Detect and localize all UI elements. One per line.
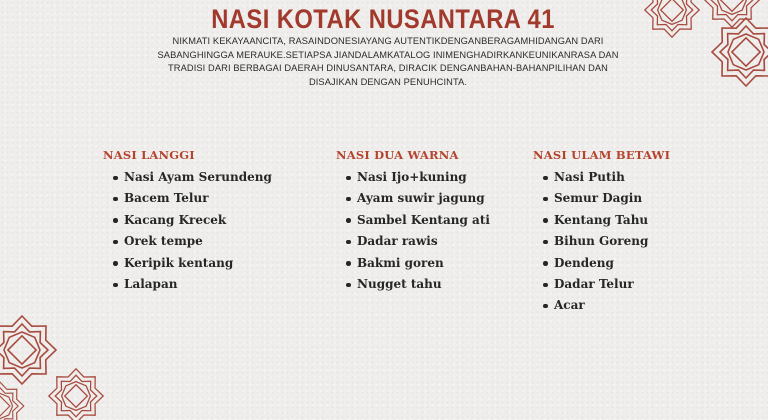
menu-item: Sambel Kentang ati xyxy=(346,210,490,231)
menu-item: Bihun Goreng xyxy=(543,231,670,252)
catalog-title: NASI KOTAK NUSANTARA 41 xyxy=(211,4,555,34)
menu-item: Nasi Putih xyxy=(543,167,670,188)
menu-item: Lalapan xyxy=(113,274,272,295)
menu-item: Nugget tahu xyxy=(346,274,490,295)
menu-item: Semur Dagin xyxy=(543,188,670,209)
menu-column-nasi-langgi xyxy=(103,148,272,295)
menu-item: Acar xyxy=(543,295,670,316)
menu-item: Dendeng xyxy=(543,253,670,274)
menu-column-nasi-ulam-betawi xyxy=(533,148,670,317)
menu-heading: NASI LANGGI xyxy=(103,148,195,162)
menu-item: Kacang Krecek xyxy=(113,210,272,231)
menu-column-nasi-dua-warna xyxy=(336,148,490,295)
menu-heading: NASI ULAM BETAWI xyxy=(533,148,671,162)
menu-item: Ayam suwir jagung xyxy=(346,188,490,209)
menu-item: Kentang Tahu xyxy=(543,210,670,231)
intro-paragraph: NIKMATI KEKAYAANCITA, RASAINDONESIAYANG AUTENTIKDENGANBERAGAMHIDANGAN DARI SABANGHINGGA MERAUKE.SETIAPSA JIANDALAMKATALOG INIMENGHADIRKANKEUNIKANRASA DAN TRADISI DARI BERBAGAI DAERAH DINUSANTARA, DIRACIK DENGANBAHAN-BAHANPILIHAN DAN DISAJIKAN DENGAN PENUHCINTA. xyxy=(157,36,619,87)
menu-item: Keripik kentang xyxy=(113,253,272,274)
menu-item: Bakmi goren xyxy=(346,253,490,274)
menu-item: Orek tempe xyxy=(113,231,272,252)
menu-item: Nasi Ayam Serundeng xyxy=(113,167,272,188)
menu-heading: NASI DUA WARNA xyxy=(336,148,459,162)
menu-item-list xyxy=(103,167,272,295)
menu-item-list xyxy=(336,167,490,295)
menu-item: Nasi Ijo+kuning xyxy=(346,167,490,188)
menu-item: Dadar Telur xyxy=(543,274,670,295)
menu-item: Bacem Telur xyxy=(113,188,272,209)
ornament-bottom-left xyxy=(0,310,122,420)
menu-item-list xyxy=(533,167,670,317)
menu-item: Dadar rawis xyxy=(346,231,490,252)
